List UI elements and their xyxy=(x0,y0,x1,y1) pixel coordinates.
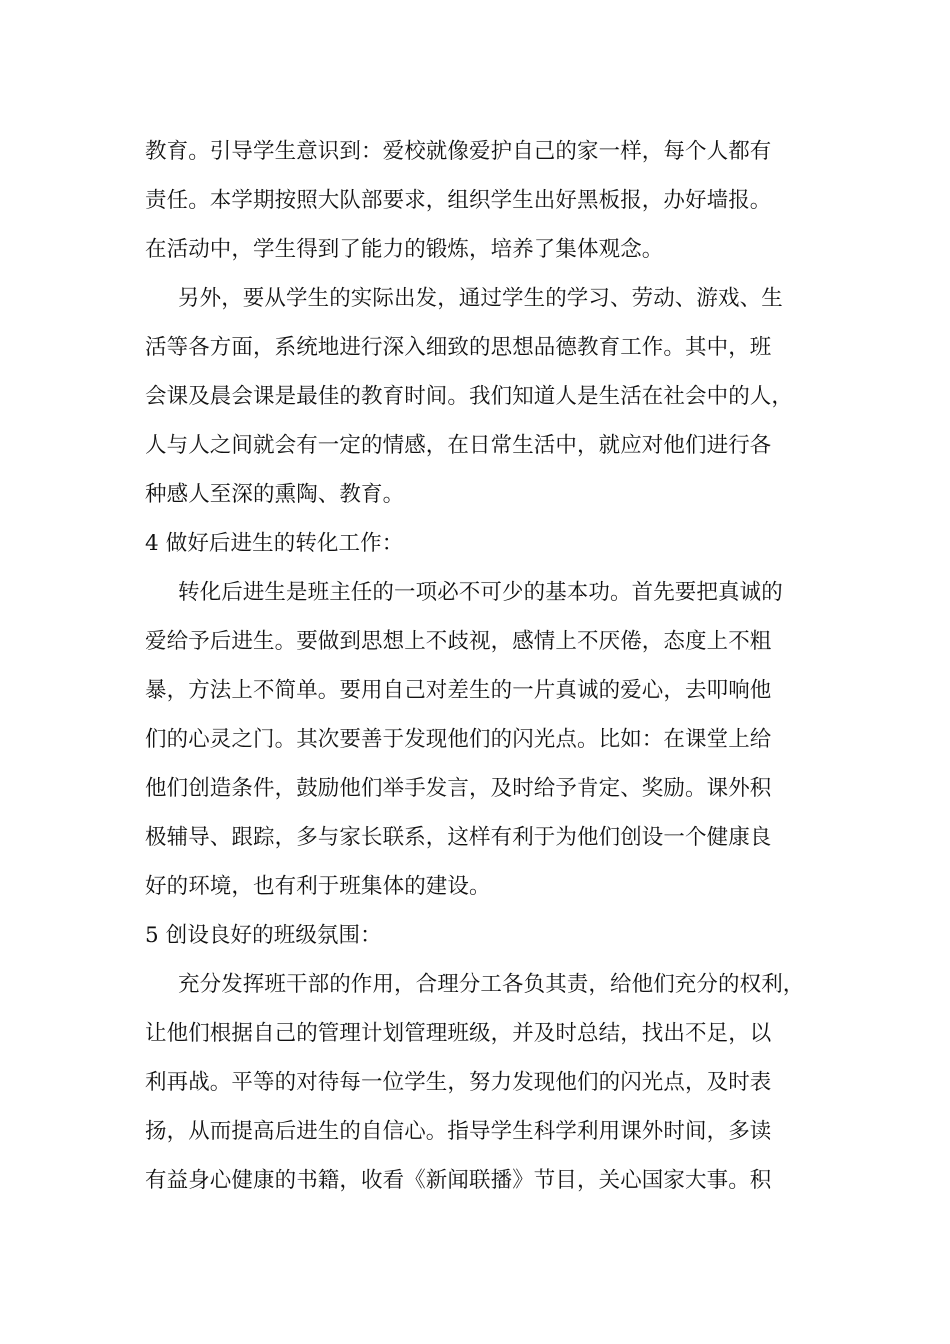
text-line: 利再战。平等的对待每一位学生，努力发现他们的闪光点，及时表 xyxy=(145,1070,772,1095)
paragraph-start-line: 充分发挥班干部的作用，合理分工各负其责，给他们充分的权利， xyxy=(178,972,805,997)
text-line: 让他们根据自己的管理计划管理班级，并及时总结，找出不足，以 xyxy=(145,1021,772,1046)
section-heading: 4 做好后进生的转化工作： xyxy=(145,531,404,556)
text-line: 活等各方面，系统地进行深入细致的思想品德教育工作。其中，班 xyxy=(145,335,772,360)
text-line: 好的环境，也有利于班集体的建设。 xyxy=(145,874,491,899)
text-line: 暴，方法上不简单。要用自己对差生的一片真诚的爱心，去叩响他 xyxy=(145,678,772,703)
paragraph-start-line: 另外，要从学生的实际出发，通过学生的学习、劳动、游戏、生 xyxy=(178,286,783,311)
text-line: 教育。引导学生意识到：爱校就像爱护自己的家一样，每个人都有 xyxy=(145,139,772,164)
text-line: 责任。本学期按照大队部要求，组织学生出好黑板报，办好墙报。 xyxy=(145,188,772,213)
text-line: 有益身心健康的书籍，收看《新闻联播》节目，关心国家大事。积 xyxy=(145,1168,772,1193)
text-line: 他们创造条件，鼓励他们举手发言，及时给予肯定、奖励。课外积 xyxy=(145,776,772,801)
text-line: 极辅导、跟踪，多与家长联系，这样有利于为他们创设一个健康良 xyxy=(145,825,772,850)
text-line: 爱给予后进生。要做到思想上不歧视，感情上不厌倦，态度上不粗 xyxy=(145,629,772,654)
text-line: 人与人之间就会有一定的情感，在日常生活中，就应对他们进行各 xyxy=(145,433,772,458)
text-line: 种感人至深的熏陶、教育。 xyxy=(145,482,405,507)
text-line: 会课及晨会课是最佳的教育时间。我们知道人是生活在社会中的人， xyxy=(145,384,794,409)
text-line: 们的心灵之门。其次要善于发现他们的闪光点。比如：在课堂上给 xyxy=(145,727,772,752)
paragraph-start-line: 转化后进生是班主任的一项必不可少的基本功。首先要把真诚的 xyxy=(178,580,783,605)
text-line: 在活动中，学生得到了能力的锻炼，培养了集体观念。 xyxy=(145,237,664,262)
text-line: 扬，从而提高后进生的自信心。指导学生科学利用课外时间，多读 xyxy=(145,1119,772,1144)
section-heading: 5 创设良好的班级氛围： xyxy=(145,923,382,948)
